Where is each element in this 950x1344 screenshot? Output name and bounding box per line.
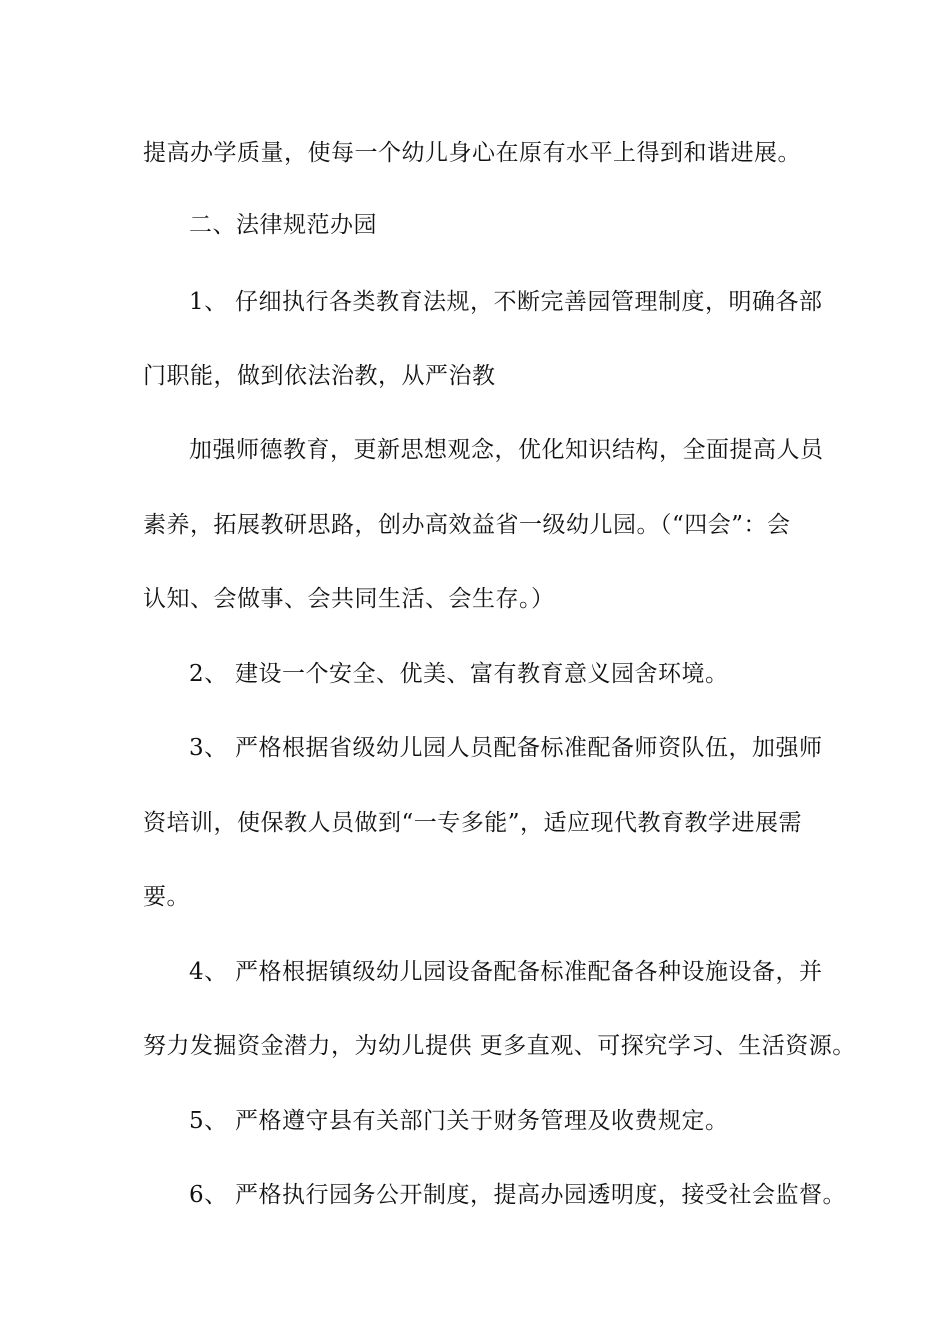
list-text: 仔细执行各类教育法规，不断完善园管理制度，明确各部 xyxy=(235,289,823,315)
list-text: 严格根据镇级幼儿园设备配备标准配备各种设施设备，并 xyxy=(235,959,823,985)
list-number: 6、 xyxy=(189,1182,228,1208)
list-number: 5、 xyxy=(189,1108,228,1134)
list-item-6 xyxy=(189,1180,869,1210)
list-text: 严格遵守县有关部门关于财务管理及收费规定。 xyxy=(235,1108,729,1134)
list-number: 4、 xyxy=(189,959,228,985)
list-number: 2、 xyxy=(189,661,228,687)
paragraph-line: 要。 xyxy=(143,884,190,910)
paragraph-line: 门职能，做到依法治教，从严治教 xyxy=(143,363,496,389)
list-item-3 xyxy=(189,733,869,763)
list-number: 3、 xyxy=(189,735,228,761)
paragraph-line: 素养，拓展教研思路，创办高效益省一级幼儿园。（“四会”：会 xyxy=(143,512,791,538)
list-text: 严格根据省级幼儿园人员配备标准配备师资队伍，加强师 xyxy=(235,735,823,761)
paragraph-line: 加强师德教育，更新思想观念，优化知识结构，全面提高人员 xyxy=(189,437,824,463)
list-item-5 xyxy=(189,1106,869,1136)
paragraph-line: 努力发掘资金潜力，为幼儿提供 更多直观、可探究学习、生活资源。 xyxy=(143,1033,856,1059)
list-item-4 xyxy=(189,957,869,987)
paragraph-line: 提高办学质量，使每一个幼儿身心在原有水平上得到和谐进展。 xyxy=(143,140,801,166)
list-item-2 xyxy=(189,659,869,689)
list-text: 建设一个安全、优美、富有教育意义园舍环境。 xyxy=(235,661,729,687)
list-text: 严格执行园务公开制度，提高办园透明度，接受社会监督。 xyxy=(235,1182,846,1208)
list-item-1 xyxy=(189,287,869,317)
list-number: 1、 xyxy=(189,289,228,315)
section-heading: 二、法律规范办园 xyxy=(189,212,377,238)
paragraph-line: 认知、会做事、会共同生活、会生存。） xyxy=(143,586,555,612)
paragraph-line: 资培训，使保教人员做到“一专多能”，适应现代教育教学进展需 xyxy=(143,810,803,836)
